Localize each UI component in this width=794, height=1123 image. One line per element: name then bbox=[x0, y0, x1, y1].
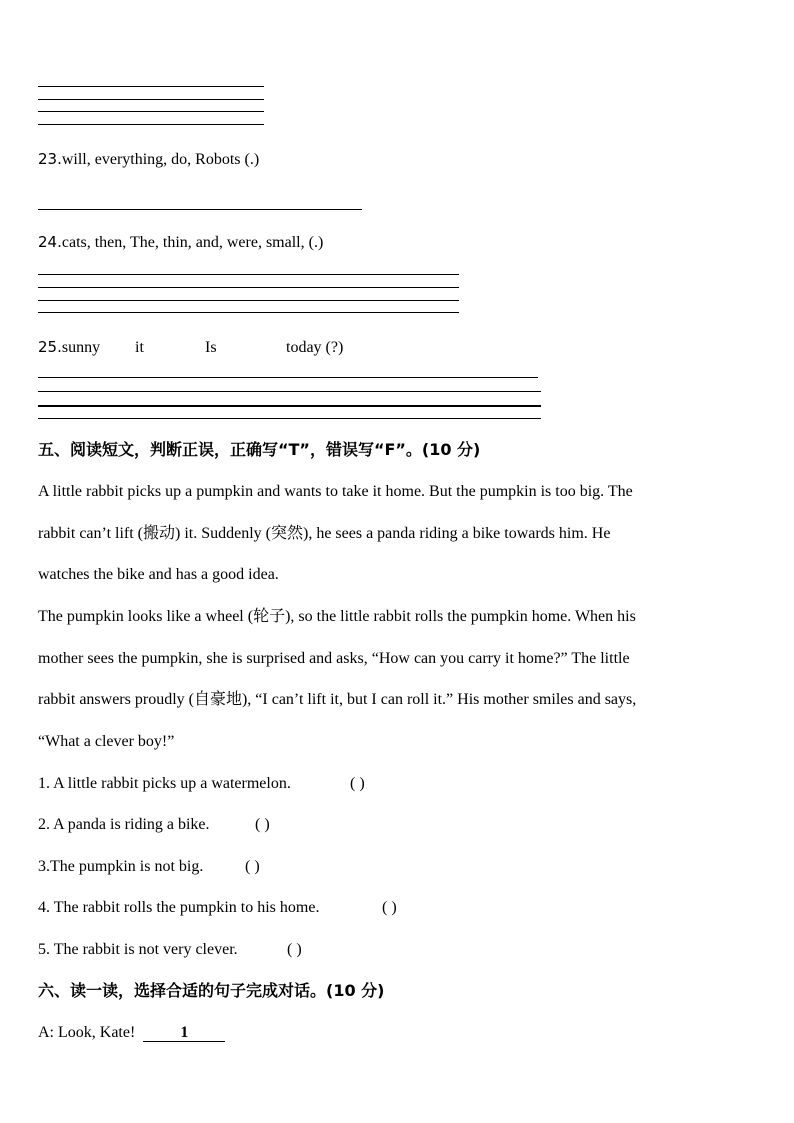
question-number: 24. bbox=[38, 233, 62, 251]
tf-question-3: 3.The pumpkin is not big. bbox=[38, 858, 204, 875]
answer-blank-1[interactable]: ( ) bbox=[350, 775, 365, 792]
answer-line[interactable] bbox=[38, 287, 459, 288]
section-5-title: 五、阅读短文，判断正误，正确写“T”，错误写“F”。(10 分) bbox=[38, 440, 481, 459]
dialog-text: A: Look, Kate! bbox=[38, 1024, 136, 1041]
dialog-blank-1[interactable] bbox=[143, 1025, 225, 1042]
answer-blank-5[interactable]: ( ) bbox=[287, 941, 302, 958]
passage-line: rabbit answers proudly (自豪地), “I can’t lift it, but I can roll it.” His mother smiles and says, bbox=[38, 691, 637, 708]
passage-line: A little rabbit picks up a pumpkin and wants to take it home. But the pumpkin is too big. The bbox=[38, 483, 633, 500]
answer-line[interactable] bbox=[38, 274, 459, 275]
answer-blank-4[interactable]: ( ) bbox=[382, 899, 397, 916]
passage-line: The pumpkin looks like a wheel (轮子), so the little rabbit rolls the pumpkin home. When his bbox=[38, 608, 636, 625]
question-number: 23. bbox=[38, 150, 62, 168]
word-is: Is bbox=[205, 339, 217, 356]
passage-line: mother sees the pumpkin, she is surprised and asks, “How can you carry it home?” The little bbox=[38, 650, 630, 667]
answer-line[interactable] bbox=[38, 391, 541, 392]
answer-line[interactable] bbox=[38, 405, 541, 407]
word-it: it bbox=[135, 339, 144, 356]
answer-line[interactable] bbox=[38, 111, 264, 112]
word-sunny: sunny bbox=[61, 339, 101, 356]
answer-line[interactable] bbox=[38, 99, 264, 100]
answer-line[interactable] bbox=[38, 418, 541, 419]
dialog-line-a1 bbox=[38, 1025, 225, 1042]
word-today: today (?) bbox=[286, 339, 344, 356]
question-24 bbox=[38, 235, 323, 251]
passage-line: “What a clever boy!” bbox=[38, 733, 175, 750]
answer-line[interactable] bbox=[38, 209, 362, 210]
tf-question-5: 5. The rabbit is not very clever. bbox=[38, 941, 238, 958]
answer-line[interactable] bbox=[38, 312, 459, 313]
question-words: will, everything, do, Robots (.) bbox=[61, 151, 260, 168]
answer-line[interactable] bbox=[38, 300, 459, 301]
question-words: cats, then, The, thin, and, were, small, (.) bbox=[61, 234, 324, 251]
answer-blank-2[interactable]: ( ) bbox=[255, 816, 270, 833]
answer-line[interactable] bbox=[38, 124, 264, 125]
blank-number: 1 bbox=[180, 1024, 189, 1041]
answer-line[interactable] bbox=[38, 377, 538, 378]
answer-blank-3[interactable]: ( ) bbox=[245, 858, 260, 875]
passage-line: rabbit can’t lift (搬动) it. Suddenly (突然), he sees a panda riding a bike towards him. He bbox=[38, 525, 611, 542]
tf-question-2: 2. A panda is riding a bike. bbox=[38, 816, 210, 833]
question-23 bbox=[38, 152, 259, 168]
passage-line: watches the bike and has a good idea. bbox=[38, 566, 279, 583]
section-6-title: 六、读一读，选择合适的句子完成对话。(10 分) bbox=[38, 981, 385, 1000]
question-25-number bbox=[38, 340, 100, 356]
question-number: 25. bbox=[38, 338, 62, 356]
tf-question-4: 4. The rabbit rolls the pumpkin to his home. bbox=[38, 899, 320, 916]
answer-line[interactable] bbox=[38, 86, 264, 87]
tf-question-1: 1. A little rabbit picks up a watermelon. bbox=[38, 775, 291, 792]
